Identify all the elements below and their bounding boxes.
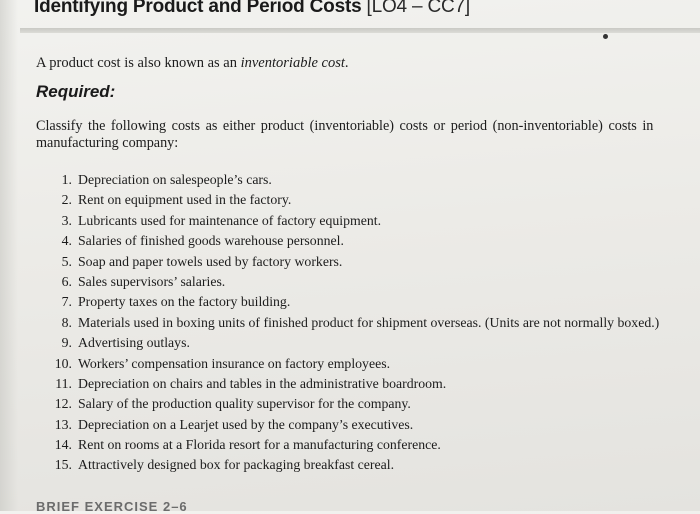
cost-item <box>44 170 659 190</box>
cost-item-number: 15. <box>54 457 72 473</box>
intro-term: inventoriable cost <box>240 55 345 71</box>
cost-item-number: 6. <box>61 273 72 289</box>
cost-item-number: 14. <box>54 437 72 453</box>
cost-item-number: 10. <box>54 355 72 371</box>
cost-item-number: 4. <box>61 233 72 249</box>
cost-item-text: Attractively designed box for packaging breakfast cereal. <box>78 457 395 473</box>
cost-item-number: 2. <box>61 192 72 208</box>
exercise-title-text: Identifying Product and Period Costs <box>34 0 362 17</box>
cost-item <box>44 211 659 231</box>
cost-item <box>44 313 659 333</box>
cost-item <box>44 190 659 210</box>
cost-item <box>44 455 659 475</box>
speck-mark <box>603 34 608 39</box>
instructions <box>36 118 700 152</box>
cost-item-number: 3. <box>61 212 72 228</box>
cost-item-text: Depreciation on a Learjet used by the company’s executives. <box>78 416 414 432</box>
cost-item-text: Advertising outlays. <box>78 335 190 351</box>
next-exercise-heading: BRIEF EXERCISE 2–6 <box>36 499 188 514</box>
cost-item-number: 5. <box>61 253 72 269</box>
cost-item <box>44 415 659 435</box>
cost-item <box>44 252 659 272</box>
cost-item <box>44 394 659 414</box>
cost-item-number: 9. <box>61 335 72 351</box>
required-heading: Required: <box>36 82 116 101</box>
cost-item <box>44 333 659 353</box>
title-divider <box>20 28 700 33</box>
cost-item-text: Materials used in boxing units of finished product for shipment overseas. (Units are not normally boxed.) <box>78 314 660 330</box>
cost-item-number: 8. <box>61 314 72 330</box>
learning-objective-code: [LO4 – CC7] <box>366 0 470 17</box>
cost-item-text: Workers’ compensation insurance on factory employees. <box>78 355 391 371</box>
exercise-title <box>34 0 470 18</box>
cost-item-number: 11. <box>55 375 72 391</box>
cost-item-text: Soap and paper towels used by factory workers. <box>78 253 343 269</box>
cost-item <box>44 374 659 394</box>
cost-item-text: Depreciation on chairs and tables in the administrative boardroom. <box>78 375 447 391</box>
cost-item-text: Rent on rooms at a Florida resort for a manufacturing conference. <box>78 437 441 453</box>
cost-item-text: Lubricants used for maintenance of factory equipment. <box>78 212 382 228</box>
intro-prefix: A product cost is also known as an <box>36 55 241 71</box>
cost-item-text: Rent on equipment used in the factory. <box>78 192 292 208</box>
cost-item-number: 1. <box>61 172 72 187</box>
intro-suffix: . <box>344 55 349 71</box>
cost-item-text: Salaries of finished goods warehouse personnel. <box>78 233 344 249</box>
instructions-line-1: Classify the following costs as either product (inventoriable) costs or period (non-inventoriable) costs in <box>36 118 654 134</box>
page-edge-shadow <box>0 0 18 511</box>
cost-item-number: 12. <box>54 396 72 412</box>
cost-item <box>44 272 659 292</box>
cost-item-text: Property taxes on the factory building. <box>78 294 291 310</box>
cost-item-text: Salary of the production quality supervisor for the company. <box>78 396 411 412</box>
cost-list <box>44 170 659 476</box>
cost-item <box>44 354 659 374</box>
cost-item-number: 13. <box>54 416 72 432</box>
cost-item-number: 7. <box>61 294 72 310</box>
instructions-line-2: manufacturing company: <box>36 135 179 151</box>
cost-item <box>44 435 659 455</box>
cost-item-text: Depreciation on salespeople’s cars. <box>78 172 272 187</box>
cost-item <box>44 231 659 251</box>
cost-item-text: Sales supervisors’ salaries. <box>78 273 226 289</box>
cost-item <box>44 292 659 312</box>
intro-sentence <box>36 55 349 72</box>
